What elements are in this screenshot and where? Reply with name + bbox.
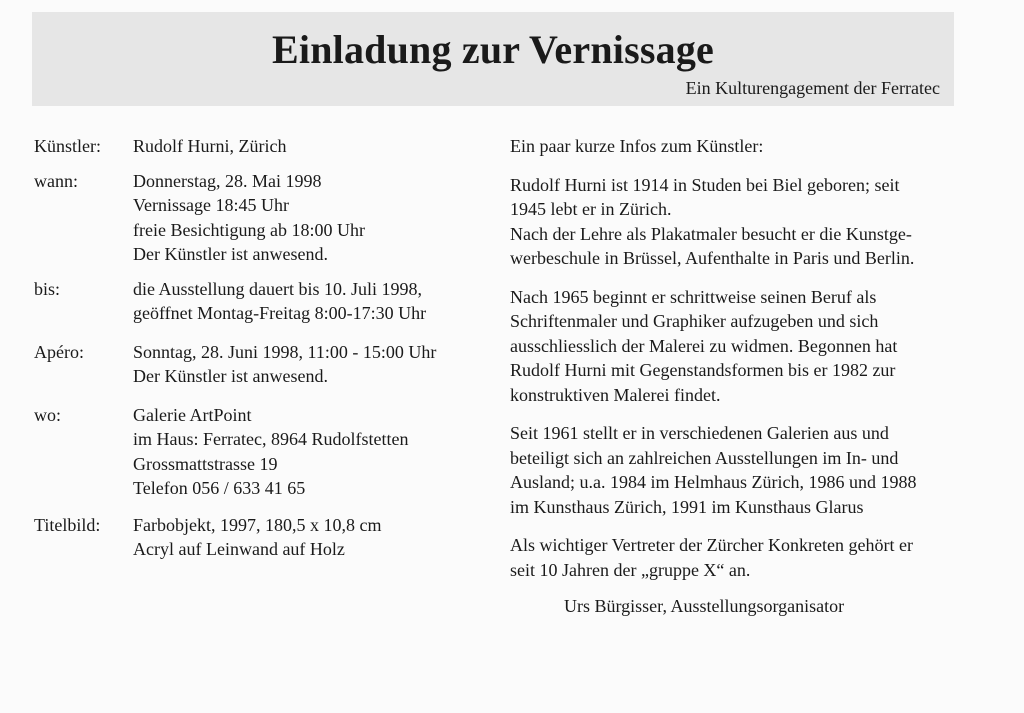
detail-line: Telefon 056 / 633 41 65	[133, 478, 306, 498]
detail-line: Sonntag, 28. Juni 1998, 11:00 - 15:00 Uhr	[133, 341, 437, 362]
info-line: seit 10 Jahren der „gruppe X“ an.	[510, 559, 751, 580]
info-line: Ausland; u.a. 1984 im Helmhaus Zürich, 1986 und 1988	[510, 472, 917, 492]
page-title: Einladung zur Vernissage	[272, 27, 714, 72]
info-line: Ein paar kurze Infos zum Künstler:	[510, 136, 764, 156]
info-line: Als wichtiger Vertreter der Zürcher Konkreten gehört er	[510, 535, 913, 555]
detail-label: wo:	[34, 404, 61, 425]
info-paragraph	[510, 173, 980, 271]
detail-value	[133, 513, 484, 562]
detail-row-apero	[34, 340, 484, 389]
title-banner	[32, 12, 954, 106]
detail-row-when	[34, 169, 484, 267]
detail-label: Künstler:	[34, 136, 101, 156]
info-line: Schriftenmaler und Graphiker aufzugeben und sich	[510, 311, 879, 331]
detail-value	[133, 403, 484, 501]
detail-line: freie Besichtigung ab 18:00 Uhr	[133, 219, 365, 240]
detail-line: die Ausstellung dauert bis 10. Juli 1998,	[133, 278, 422, 299]
info-line: Rudolf Hurni ist 1914 in Studen bei Biel geboren; seit	[510, 174, 900, 195]
event-details	[34, 134, 484, 572]
detail-label: Apéro:	[34, 341, 84, 362]
detail-line: Der Künstler ist anwesend.	[133, 366, 328, 386]
detail-line: Galerie ArtPoint	[133, 404, 252, 425]
detail-value	[133, 134, 484, 159]
detail-line: geöffnet Montag-Freitag 8:00-17:30 Uhr	[133, 303, 427, 323]
detail-line: Vernissage 18:45 Uhr	[133, 195, 289, 215]
detail-row-artist	[34, 134, 484, 159]
detail-value	[133, 169, 484, 267]
detail-label: bis:	[34, 278, 61, 299]
info-line: konstruktiven Malerei findet.	[510, 384, 721, 405]
info-paragraph	[510, 285, 980, 408]
info-paragraph	[510, 421, 980, 519]
detail-label: Titelbild:	[34, 514, 101, 535]
info-line: Rudolf Hurni mit Gegenstandsformen bis er 1982 zur	[510, 360, 896, 380]
detail-row-until	[34, 277, 484, 326]
info-line: Nach der Lehre als Plakatmaler besucht er die Kunstge-	[510, 223, 912, 244]
detail-label: wann:	[34, 170, 78, 191]
info-heading	[510, 134, 980, 159]
page-subtitle: Ein Kulturengagement der Ferratec	[685, 78, 940, 98]
info-line: im Kunsthaus Zürich, 1991 im Kunsthaus Glarus	[510, 496, 864, 517]
info-line: Nach 1965 beginnt er schrittweise seinen Beruf als	[510, 286, 877, 307]
info-line: werbeschule in Brüssel, Aufenthalte in Paris und Berlin.	[510, 248, 915, 268]
detail-line: Donnerstag, 28. Mai 1998	[133, 170, 322, 191]
artist-info	[510, 134, 980, 619]
detail-value	[133, 340, 484, 389]
info-paragraph	[510, 533, 980, 582]
info-line: 1945 lebt er in Zürich.	[510, 199, 672, 219]
detail-line: Grossmattstrasse 19	[133, 453, 278, 474]
detail-line: im Haus: Ferratec, 8964 Rudolfstetten	[133, 429, 409, 449]
detail-line: Farbobjekt, 1997, 180,5 x 10,8 cm	[133, 514, 382, 535]
info-line: beteiligt sich an zahlreichen Ausstellungen im In- und	[510, 447, 899, 468]
detail-line: Der Künstler ist anwesend.	[133, 244, 328, 264]
info-line: Seit 1961 stellt er in verschiedenen Galerien aus und	[510, 423, 889, 443]
detail-row-cover-image	[34, 513, 484, 562]
detail-line: Rudolf Hurni, Zürich	[133, 136, 287, 156]
detail-line: Acryl auf Leinwand auf Holz	[133, 539, 345, 559]
info-line: ausschliesslich der Malerei zu widmen. Begonnen hat	[510, 335, 898, 356]
detail-row-where	[34, 403, 484, 501]
signature: Urs Bürgisser, Ausstellungsorganisator	[564, 596, 845, 616]
detail-value	[133, 277, 484, 326]
